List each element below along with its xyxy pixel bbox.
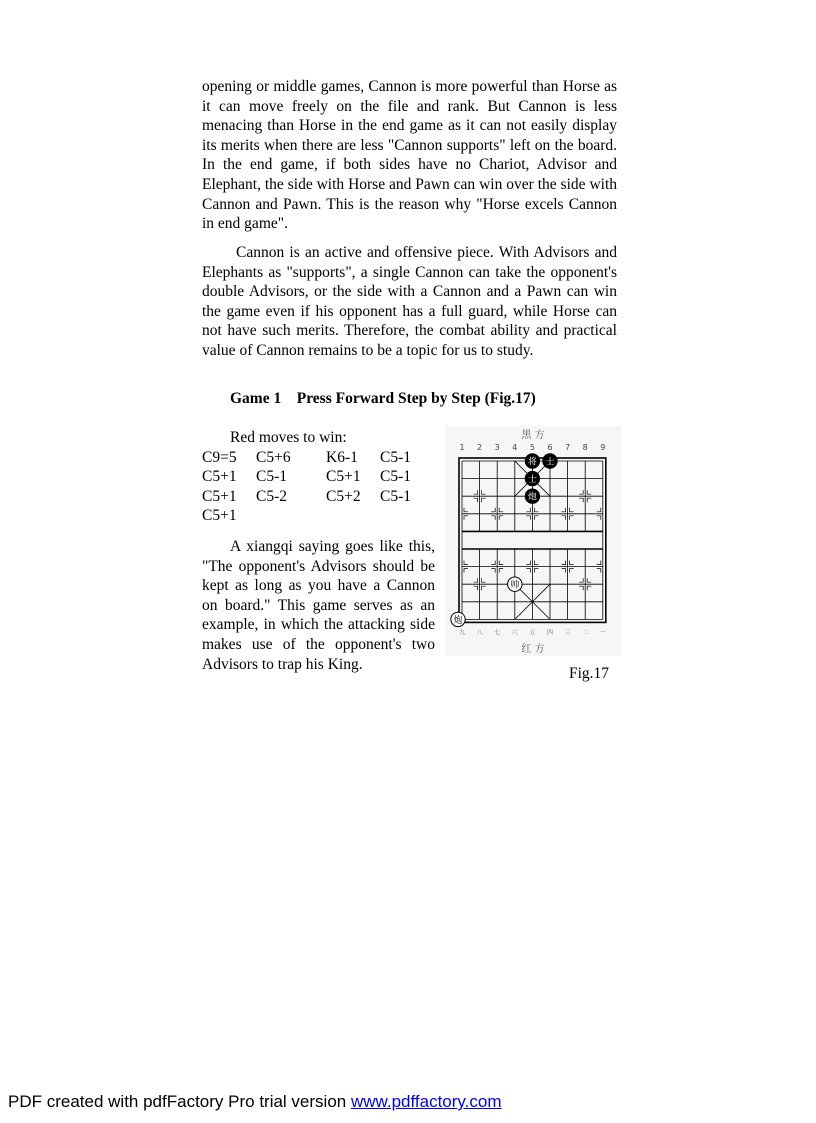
file-number-bottom: 九: [458, 629, 466, 637]
file-number-bottom: 七: [494, 629, 501, 637]
file-number-bottom: 一: [599, 629, 606, 637]
move: K6-1: [326, 448, 358, 466]
move-row: [202, 487, 420, 507]
paragraph-xiangqi-saying: A xiangqi saying goes like this, "The opponent's Advisors should be kept as long as you have a Cannon on board." This game serves as an example, in which the attacking side makes use of the opponent's two Advisors to trap his King.: [202, 538, 435, 673]
red-king-label: 帅: [510, 580, 520, 591]
file-number-bottom: 六: [511, 629, 518, 637]
move: C5+1: [202, 507, 237, 525]
move: C5-1: [380, 468, 411, 486]
move-list: [202, 428, 420, 526]
move: C5+1: [202, 487, 237, 505]
move-row: [202, 448, 420, 468]
move: C5-1: [380, 487, 411, 505]
footer-text: PDF created with pdfFactory Pro trial version: [8, 1092, 351, 1111]
file-number-bottom: 三: [564, 629, 571, 637]
move: C5+1: [202, 468, 237, 486]
black-cannon-label: 炮: [527, 492, 537, 503]
file-number-top: 7: [565, 443, 571, 452]
file-number-top: 8: [582, 443, 588, 452]
game-title: Game 1 Press Forward Step by Step (Fig.17): [230, 390, 536, 407]
xiangqi-board-figure: [445, 426, 621, 656]
file-number-bottom: 四: [546, 629, 554, 637]
file-number-top: 9: [600, 443, 606, 452]
move-row: [202, 506, 420, 526]
black-general-label: 将: [527, 457, 537, 468]
paragraph-cannon-active: Cannon is an active and offensive piece. With Advisors and Elephants as "supports", a single Cannon can take the opponent's double Advisors, or the side with a Cannon and a Pawn can win the game even if his opponent has a full guard, while Horse can not have such merits. Therefore, the combat ability and practical value of Cannon remains to be a topic for us to study.: [202, 244, 617, 359]
file-number-top: 4: [512, 443, 518, 452]
pdf-footer: [8, 1092, 502, 1112]
move-row: [202, 467, 420, 487]
file-number-top: 1: [459, 443, 465, 452]
black-advisor-top-label: 士: [545, 457, 555, 468]
move: C5+2: [326, 487, 361, 505]
bottom-side-label: 红 方: [521, 644, 545, 655]
move: C5+1: [326, 468, 361, 486]
black-advisor-mid-label: 士: [527, 475, 537, 485]
move: C5-1: [256, 468, 287, 486]
file-number-bottom: 二: [582, 629, 589, 637]
move: C9=5: [202, 448, 237, 466]
figure-caption: Fig.17: [569, 665, 610, 682]
move: C5+6: [256, 448, 291, 466]
file-number-bottom: 五: [529, 629, 536, 637]
xiangqi-board: [445, 426, 621, 656]
file-number-top: 5: [529, 443, 535, 452]
moves-intro: Red moves to win:: [230, 429, 347, 446]
top-side-label: 黑 方: [521, 430, 545, 441]
file-number-bottom: 八: [476, 629, 483, 637]
move: C5-2: [256, 487, 287, 505]
file-number-top: 3: [494, 443, 500, 452]
red-cannon-label: 炮: [453, 615, 463, 626]
file-number-top: 6: [547, 443, 553, 452]
move: C5-1: [380, 448, 411, 466]
file-number-top: 2: [477, 443, 483, 452]
pdffactory-link[interactable]: www.pdffactory.com: [350, 1092, 502, 1111]
paragraph-cannon-vs-horse: opening or middle games, Cannon is more powerful than Horse as it can move freely on the file and rank. But Cannon is less menacing than Horse in the end game as it can not easily display its merits when there are less "Cannon supports" left on the board. In the end game, if both sides have no Chariot, Advisor and Elephant, the side with Horse and Pawn can win over the side with Cannon and Pawn. This is the reason why "Horse excels Cannon in end game".: [202, 78, 617, 233]
